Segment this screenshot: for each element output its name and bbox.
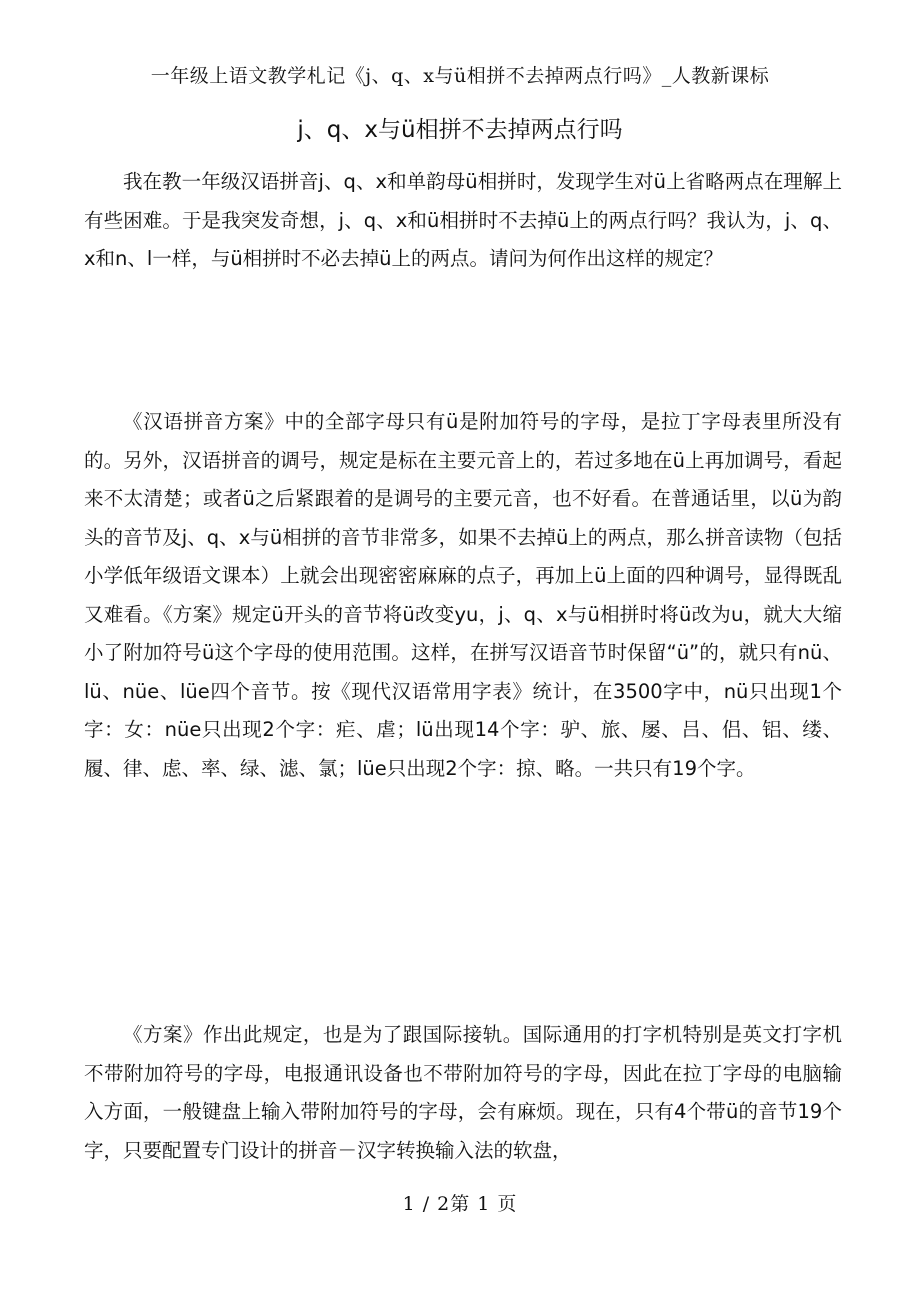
article-title: j、q、x与ü相拼不去掉两点行吗 bbox=[297, 117, 623, 143]
document-header-line: 一年级上语文教学札记《j、q、x与ü相拼不去掉两点行吗》_人教新课标 bbox=[150, 65, 770, 87]
paragraph-3: 《方案》作出此规定，也是为了跟国际接轨。国际通用的打字机特别是英文打字机不带附加符号的字母，电报通讯设备也不带附加符号的字母，因此在拉丁字母的电脑输入方面，一般键盘上输入带附加符号的字母，会有麻烦。现在，只有4个带ü的音节19个字，只要配置专门设计的拼音－汉字转换输入法的软盘， bbox=[84, 1023, 842, 1162]
paragraph-1: 我在教一年级汉语拼音j、q、x和单韵母ü相拼时，发现学生对ü上省略两点在理解上有些困难。于是我突发奇想，j、q、x和ü相拼时不去掉ü上的两点行吗？我认为，j、q、x和n、l一样，与ü相拼时不必去掉ü上的两点。请问为何作出这样的规定？ bbox=[84, 170, 842, 270]
paragraph-2: 《汉语拼音方案》中的全部字母只有ü是附加符号的字母，是拉丁字母表里所没有的。另外，汉语拼音的调号，规定是标在主要元音上的，若过多地在ü上再加调号，看起来不太清楚；或者ü之后紧跟着的是调号的主要元音，也不好看。在普通话里，以ü为韵头的音节及j、q、x与ü相拼的音节非常多，如果不去掉ü上的两点，那么拼音读物（包括小学低年级语文课本）上就会出现密密麻麻的点子，再加上ü上面的四种调号，显得既乱又难看。《方案》规定ü开头的音节将ü改变yu，j、q、x与ü相拼时将ü改为u，就大大缩小了附加符号ü这个字母的使用范围。这样，在拼写汉语音节时保留“ü”的，就只有nü、lü、nüe、lüe四个音节。按《现代汉语常用字表》统计，在3500字中，nü只出现1个字：女：nüe只出现2个字：疟、虐；lü出现14个字：驴、旅、屡、吕、侣、铝、缕、履、律、虑、率、绿、滤、氯；lüe只出现2个字：掠、略。一共只有19个字。 bbox=[84, 410, 842, 780]
page-number-footer: 1 / 2第 1 页 bbox=[402, 1193, 518, 1215]
